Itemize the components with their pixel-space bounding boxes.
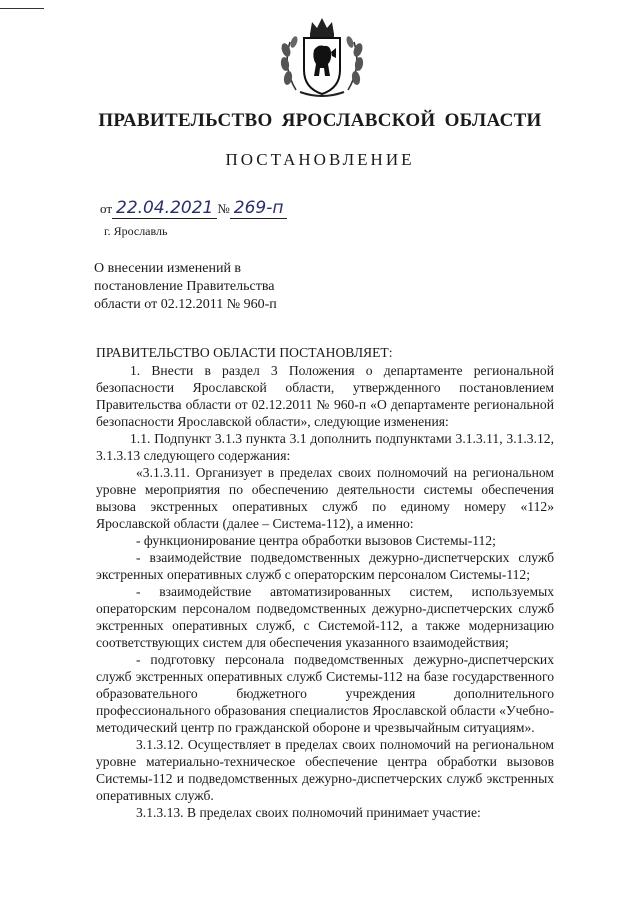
- list-item: - взаимодействие автоматизированных систем, используемых операторским персоналом подведомственных дежурно-диспетчерских служб экстренных оперативных служб, с Системой-112, а также модернизацию соответствующих систем для обеспечения указанного взаимодействия;: [96, 584, 554, 650]
- handwritten-number: 269-п: [230, 198, 288, 219]
- list-item: - подготовку персонала подведомственных дежурно-диспетчерских служб экстренных оперативных служб Системы-112 на базе государственного образовательного бюджетного учреждения дополнительного профессионального образования специалистов Ярославской области «Учебно-методический центр по гражданской обороне и чрезвычайным ситуациям».: [96, 652, 554, 735]
- body-paragraph: 3.1.3.12. Осуществляет в пределах своих полномочий на региональном уровне материально-техническое обеспечение центра обработки вызовов Системы-112 и подведомственных дежурно-диспетчерских служб экстренных оперативных служб.: [96, 737, 554, 803]
- body-paragraph: «3.1.3.11. Организует в пределах своих полномочий на региональном уровне мероприятия по обеспечению деятельности системы обеспечения вызова экстренных оперативных служб по единому номеру «112» Ярославской области (далее – Система-112), а именно:: [96, 465, 554, 531]
- subject-line: области от 02.12.2011 № 960-п: [94, 297, 277, 312]
- body-paragraph: 3.1.3.13. В пределах своих полномочий принимает участие:: [136, 805, 481, 820]
- body-heading: ПРАВИТЕЛЬСТВО ОБЛАСТИ ПОСТАНОВЛЯЕТ:: [96, 345, 393, 360]
- body-paragraph: 1.1. Подпункт 3.1.3 пункта 3.1 дополнить подпунктами 3.1.3.11, 3.1.3.12, 3.1.3.13 следующего содержания:: [96, 431, 554, 463]
- date-prefix: от: [100, 201, 113, 216]
- subject-line: О внесении изменений в: [94, 261, 242, 276]
- document-subject: [94, 260, 354, 314]
- yaroslavl-coat-of-arms-icon: [274, 12, 370, 100]
- handwritten-date: 22.04.2021: [112, 198, 217, 219]
- list-item: - функционирование центра обработки вызовов Системы-112;: [136, 533, 496, 548]
- city-label: г. Ярославль: [104, 224, 168, 238]
- government-title: ПРАВИТЕЛЬСТВО ЯРОСЛАВСКОЙ ОБЛАСТИ: [98, 110, 542, 131]
- scan-edge-mark: [0, 8, 44, 9]
- list-item: - взаимодействие подведомственных дежурно-диспетчерских служб экстренных оперативных служб с операторским персоналом Системы-112;: [96, 550, 554, 582]
- subject-line: постановление Правительства: [94, 279, 275, 294]
- date-number-line: [100, 198, 287, 219]
- document-body: [96, 344, 554, 821]
- body-paragraph: 1. Внести в раздел 3 Положения о департаменте региональной безопасности Ярославской области, утвержденного постановлением Правительства области от 02.12.2011 № 960-п «О департаменте региональной безопасности Ярославской области», следующие изменения:: [96, 363, 554, 429]
- number-prefix: №: [217, 201, 230, 216]
- document-type: ПОСТАНОВЛЕНИЕ: [225, 150, 415, 169]
